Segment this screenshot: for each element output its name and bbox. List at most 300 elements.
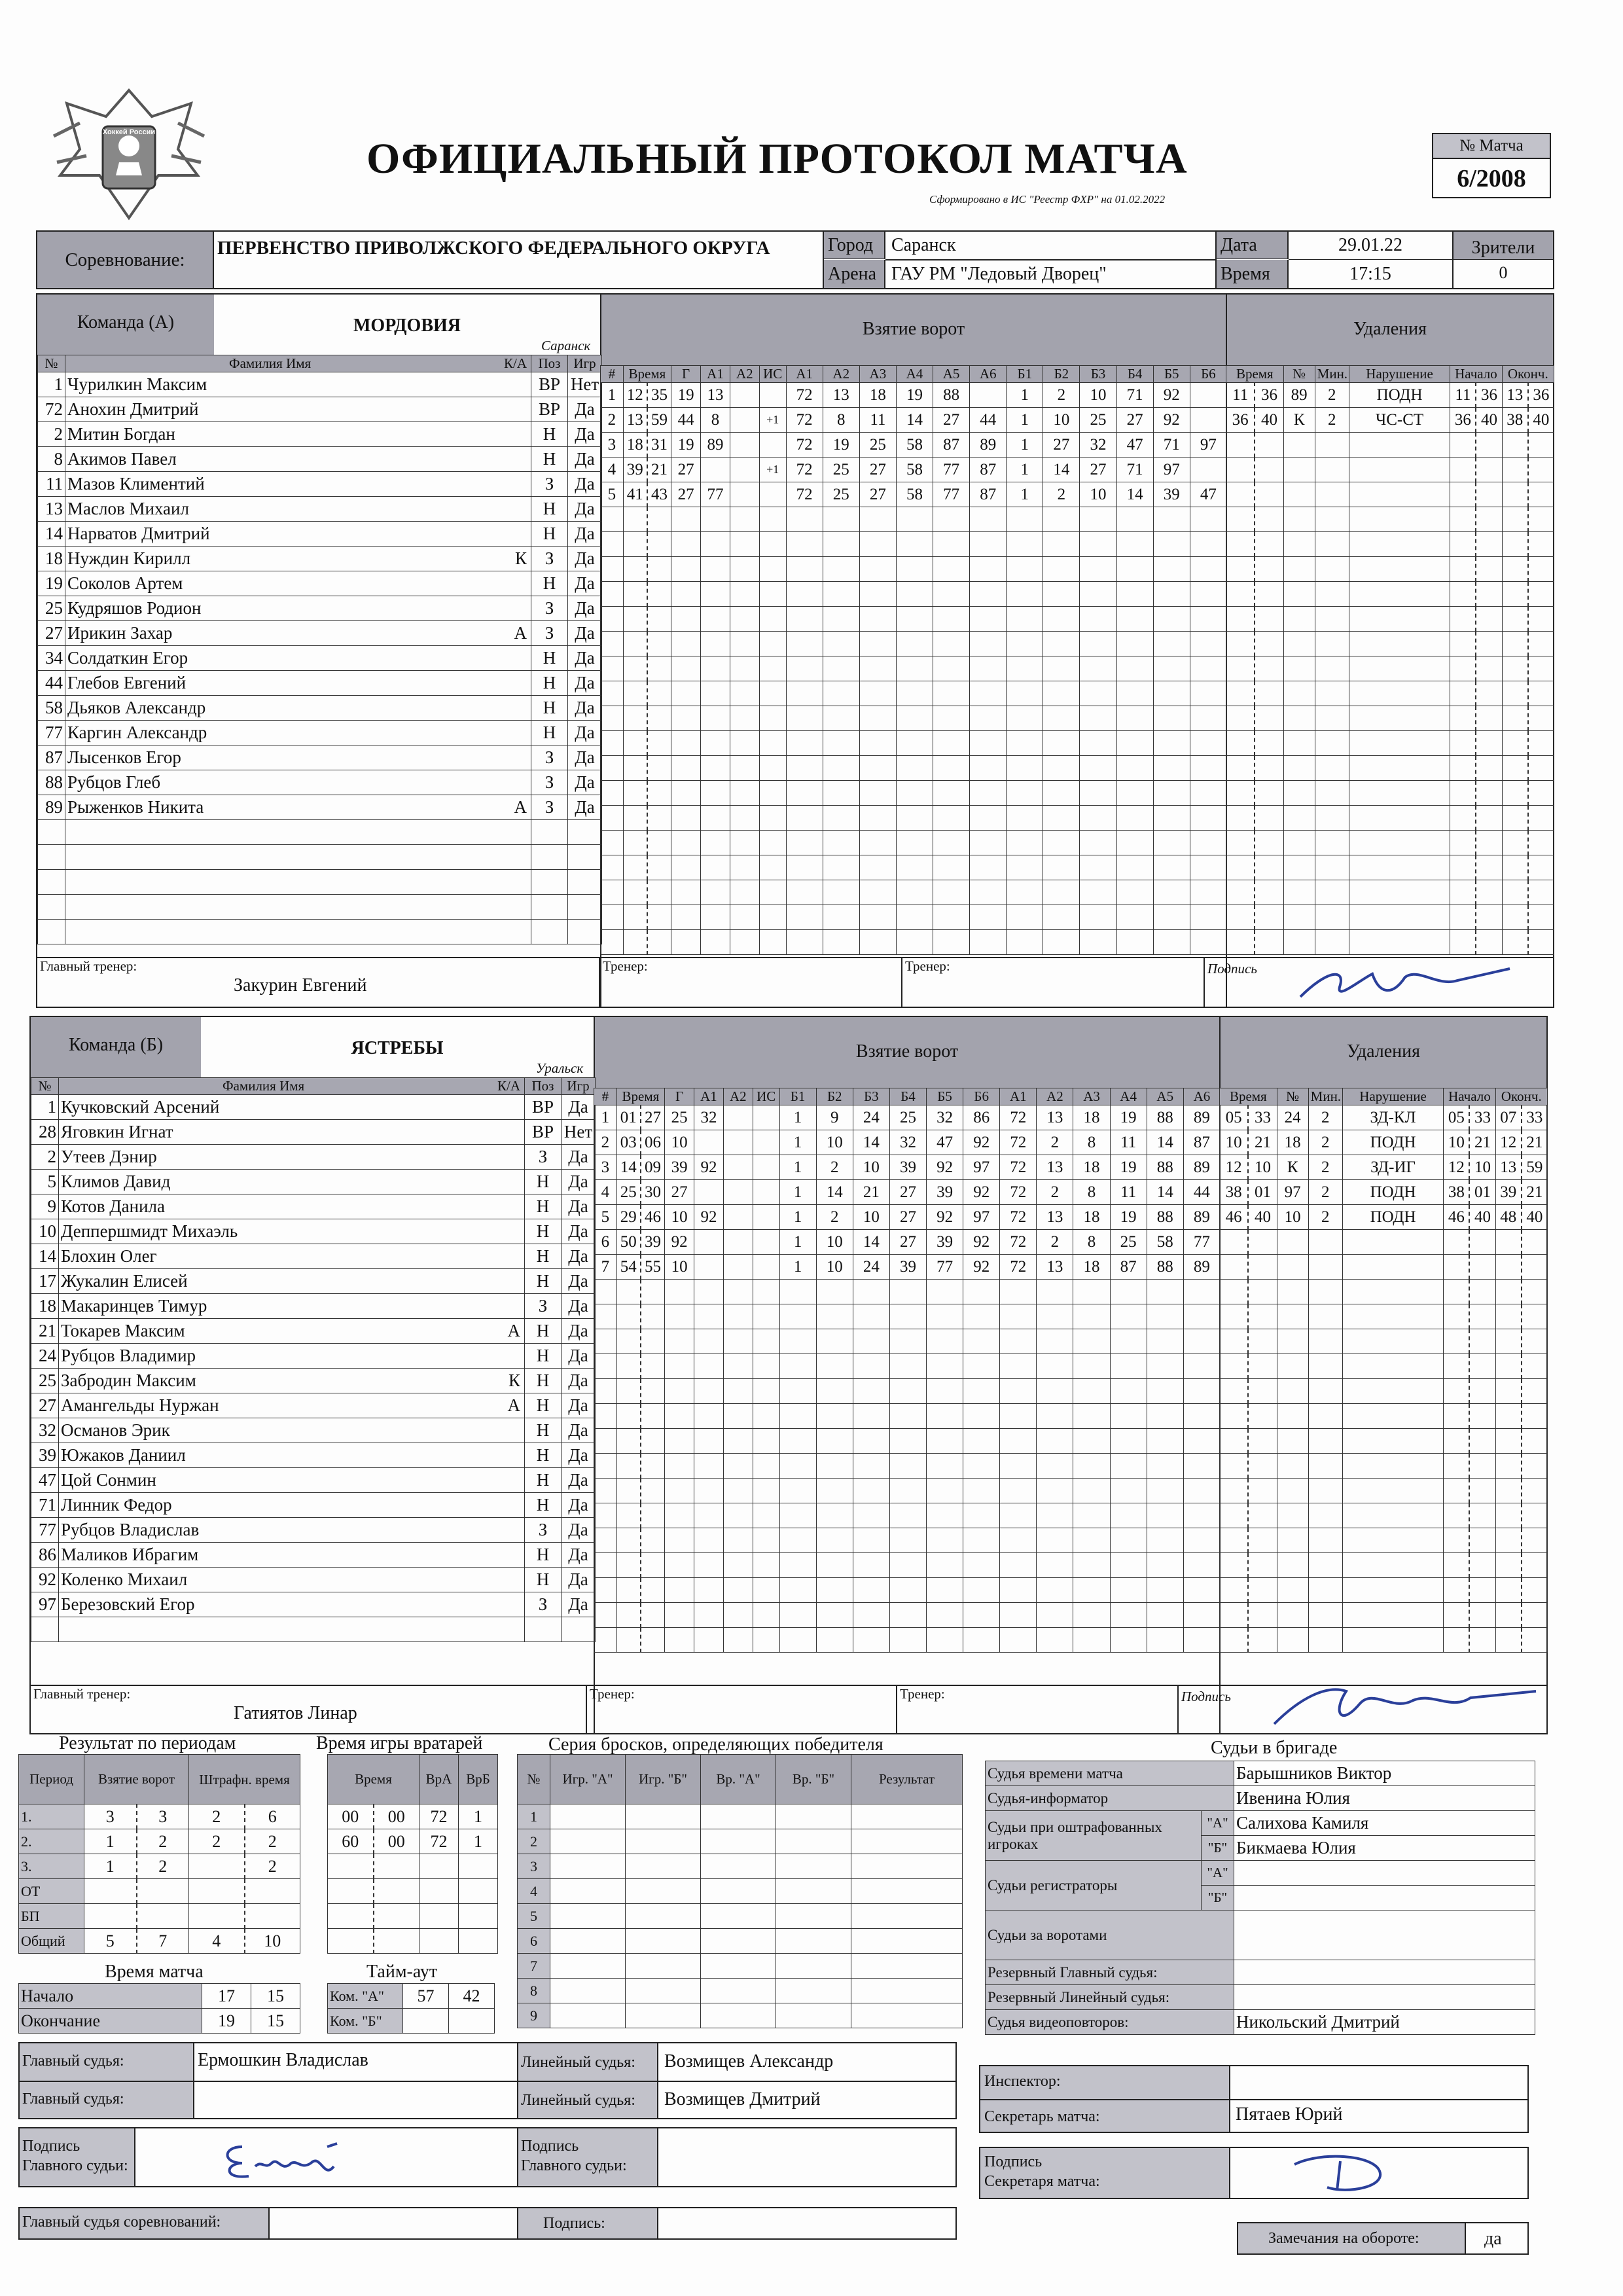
pen-end-mm: 48 [1495, 1205, 1522, 1230]
goal-assist-2 [730, 731, 759, 756]
pen-player [1277, 1230, 1308, 1255]
pen-time-mm [1226, 532, 1255, 557]
goal-time-ss [647, 582, 671, 607]
gk-row [328, 1929, 498, 1954]
onice-self [786, 632, 823, 656]
goal-number [594, 1503, 617, 1528]
onice-self [786, 681, 823, 706]
col-number: № [31, 1078, 59, 1095]
goal-col-a1: А1 [701, 366, 730, 383]
shootout-cell [701, 1954, 776, 1979]
player-name-cell [65, 721, 531, 745]
pen-minutes [1315, 607, 1349, 632]
pen-time-ss [1248, 1429, 1277, 1454]
goal-time-mm: 54 [616, 1255, 641, 1280]
pen-violation [1349, 855, 1450, 880]
goal-row [601, 607, 1227, 632]
goal-assist-1 [701, 806, 730, 831]
team-b-section [29, 1016, 1548, 1734]
goal-time-mm [616, 1304, 641, 1329]
onice-self [853, 1280, 889, 1304]
pen-time-mm [1226, 482, 1255, 507]
goal-number [601, 806, 624, 831]
goal-row [594, 1379, 1221, 1404]
goal-row [594, 1528, 1221, 1553]
onice-opp [1000, 1553, 1037, 1578]
onice-opp [1000, 1304, 1037, 1329]
pen-violation [1349, 582, 1450, 607]
pen-player: 10 [1277, 1205, 1308, 1230]
goal-assist-1 [694, 1230, 724, 1255]
player-row [31, 1568, 596, 1592]
player-name: Яговкин Игнат [61, 1122, 173, 1141]
player-row [38, 721, 602, 745]
team-a-head-coach-label: Главный тренер: [40, 958, 137, 974]
shootout-cell [776, 1904, 851, 1929]
penalty-row [1220, 1454, 1548, 1479]
shootout-cell [776, 2003, 851, 2028]
onice-self [970, 532, 1007, 557]
onice-opp: 8 [1073, 1130, 1110, 1155]
goal-situation [753, 1180, 779, 1205]
pen-minutes [1308, 1354, 1342, 1379]
pen-minutes [1308, 1503, 1342, 1528]
pen-player [1283, 806, 1315, 831]
onice-opp: 97 [1190, 433, 1226, 457]
player-number: 92 [31, 1568, 59, 1592]
goal-time-ss: 59 [647, 408, 671, 433]
onice-opp [1153, 855, 1190, 880]
onice-opp [1080, 607, 1116, 632]
pen-player [1277, 1280, 1308, 1304]
player-position: З [531, 795, 568, 820]
ref-reserve-line [1234, 1985, 1535, 2010]
penalty-row [1220, 1553, 1548, 1578]
shootout-cell [851, 1929, 963, 1954]
onice-opp [1110, 1503, 1147, 1528]
goal-assist-2 [730, 532, 759, 557]
goal-assist-2 [730, 855, 759, 880]
shootout-table [517, 1754, 963, 2028]
onice-col-self: Б3 [853, 1088, 889, 1105]
player-number [38, 895, 65, 920]
onice-opp [1147, 1329, 1183, 1354]
onice-opp: 71 [1153, 433, 1190, 457]
goal-time-ss [647, 607, 671, 632]
pen-time-mm [1220, 1404, 1249, 1429]
onice-self [823, 582, 859, 607]
onice-opp: 72 [1000, 1230, 1037, 1255]
onice-opp [1116, 507, 1153, 532]
pen-end-mm [1495, 1329, 1522, 1354]
onice-opp [1116, 880, 1153, 905]
player-name: Акимов Павел [67, 449, 177, 469]
onice-opp [1153, 806, 1190, 831]
goal-row [601, 457, 1227, 482]
player-name: Блохин Олег [61, 1246, 157, 1266]
player-name: Чурилкин Максим [67, 374, 207, 394]
ref-reserve-line-label: Резервный Линейный судья: [986, 1985, 1234, 2010]
period-pim-b [245, 1904, 300, 1929]
onice-self [896, 731, 933, 756]
pen-start-ss: 21 [1469, 1130, 1495, 1155]
pen-minutes [1315, 706, 1349, 731]
pen-end-mm [1502, 507, 1528, 532]
goal-col-a2: А2 [723, 1088, 753, 1105]
player-position: З [531, 770, 568, 795]
onice-self: 87 [970, 457, 1007, 482]
onice-opp [1147, 1528, 1183, 1553]
generated-note: Сформировано в ИС "Реестр ФХР" на 01.02.2022 [929, 193, 1166, 206]
player-number: 1 [31, 1095, 59, 1120]
goal-assist-1 [694, 1379, 724, 1404]
onice-opp [1153, 656, 1190, 681]
shootout-cell [550, 1904, 626, 1929]
goal-number [594, 1454, 617, 1479]
goal-scorer [671, 681, 701, 706]
onice-self: 39 [889, 1155, 926, 1180]
period-pim-a: 2 [189, 1829, 245, 1854]
goal-scorer [665, 1479, 694, 1503]
pen-minutes [1315, 806, 1349, 831]
onice-opp [1153, 905, 1190, 930]
pen-violation: ПОДН [1349, 383, 1450, 408]
penalty-row [1220, 1379, 1548, 1404]
onice-self [786, 557, 823, 582]
pen-time-mm [1220, 1304, 1249, 1329]
onice-self [933, 507, 970, 532]
goal-row [601, 781, 1227, 806]
goal-assist-1 [694, 1479, 724, 1503]
goal-row [601, 482, 1227, 507]
onice-self [786, 656, 823, 681]
player-position: Н [525, 1344, 562, 1369]
shootout-cell [776, 1854, 851, 1879]
player-position: З [531, 621, 568, 646]
goal-time-ss [647, 831, 671, 855]
pen-violation: ПОДН [1342, 1130, 1443, 1155]
pen-end-ss [1528, 482, 1554, 507]
onice-self [853, 1503, 889, 1528]
pen-start-ss [1469, 1255, 1495, 1280]
penalty-row [1226, 781, 1554, 806]
shootout-cell [851, 1954, 963, 1979]
goal-situation [753, 1553, 779, 1578]
player-number: 47 [31, 1468, 59, 1493]
goal-time-ss [641, 1329, 665, 1354]
goal-number [594, 1479, 617, 1503]
pen-player: 97 [1277, 1180, 1308, 1205]
onice-self [779, 1553, 816, 1578]
pen-end-mm [1502, 706, 1528, 731]
goal-situation [753, 1429, 779, 1454]
player-number: 2 [31, 1145, 59, 1170]
onice-self: 92 [963, 1230, 1000, 1255]
player-name-cell [59, 1294, 525, 1319]
onice-opp [1000, 1503, 1037, 1528]
goal-assist-1 [701, 557, 730, 582]
onice-opp [1073, 1304, 1110, 1329]
goal-scorer [671, 582, 701, 607]
onice-self: 10 [816, 1255, 853, 1280]
onice-self: 10 [816, 1230, 853, 1255]
onice-opp [1147, 1379, 1183, 1404]
period-goals-b: 2 [137, 1854, 189, 1879]
pen-start-ss [1476, 756, 1502, 781]
pen-time-ss [1255, 880, 1283, 905]
pen-start-mm [1450, 507, 1476, 532]
onice-opp [1116, 831, 1153, 855]
pen-start-mm [1444, 1280, 1470, 1304]
player-row [31, 1095, 596, 1120]
onice-self [927, 1503, 963, 1528]
goal-time-mm [623, 632, 647, 656]
pen-start-mm [1450, 806, 1476, 831]
player-ka: А [507, 1321, 520, 1340]
onice-opp [1080, 582, 1116, 607]
goal-number: 3 [594, 1155, 617, 1180]
shootout-number: 2 [518, 1829, 550, 1854]
goal-assist-2 [730, 905, 759, 930]
goal-scorer: 44 [671, 408, 701, 433]
onice-opp: 18 [1073, 1105, 1110, 1130]
onice-self: 25 [823, 482, 859, 507]
player-row [38, 646, 602, 671]
pen-start-ss [1469, 1429, 1495, 1454]
onice-self [823, 880, 859, 905]
onice-self [970, 681, 1007, 706]
penalty-row [1220, 1280, 1548, 1304]
pen-end-ss [1522, 1379, 1548, 1404]
player-position [525, 1617, 562, 1642]
player-played: Нет [568, 372, 602, 397]
onice-self [970, 383, 1007, 408]
pen-end-ss [1522, 1354, 1548, 1379]
onice-self [889, 1603, 926, 1628]
onice-opp [1007, 557, 1043, 582]
goal-row [601, 706, 1227, 731]
player-played: Да [568, 447, 602, 472]
goal-scorer [671, 806, 701, 831]
penalty-row [1220, 1255, 1548, 1280]
player-row [38, 895, 602, 920]
pen-end-ss [1522, 1329, 1548, 1354]
onice-opp: 14 [1147, 1130, 1183, 1155]
goal-assist-2 [723, 1255, 753, 1280]
head-ref-1-label: Главный судья: [22, 2053, 124, 2070]
pen-start-ss [1469, 1553, 1495, 1578]
goal-time-ss [641, 1429, 665, 1454]
pen-start-ss [1469, 1379, 1495, 1404]
onice-opp [1110, 1354, 1147, 1379]
pen-violation [1349, 781, 1450, 806]
goal-assist-2 [723, 1578, 753, 1603]
pen-start-mm [1450, 731, 1476, 756]
goal-time-mm: 14 [616, 1155, 641, 1180]
onice-self [853, 1304, 889, 1329]
pen-end-ss [1528, 681, 1554, 706]
goal-col-time: Время [623, 366, 671, 383]
team-a-signature-label: Подпись [1207, 961, 1257, 977]
goal-time-mm [616, 1454, 641, 1479]
goal-situation: +1 [759, 408, 786, 433]
player-name: Каргин Александр [67, 723, 207, 742]
onice-col-self: Б5 [927, 1088, 963, 1105]
goal-situation [759, 507, 786, 532]
onice-self [779, 1503, 816, 1528]
pen-violation [1342, 1479, 1443, 1503]
goal-scorer [665, 1578, 694, 1603]
pen-time-mm [1226, 433, 1255, 457]
gk-a: 72 [419, 1829, 459, 1854]
onice-self: 92 [963, 1180, 1000, 1205]
onice-opp [1110, 1578, 1147, 1603]
onice-opp: 11 [1110, 1180, 1147, 1205]
onice-opp [1190, 706, 1226, 731]
pen-minutes [1308, 1553, 1342, 1578]
shootout-number: 6 [518, 1929, 550, 1954]
onice-self [816, 1379, 853, 1404]
player-ka: К [508, 1371, 520, 1390]
goal-scorer [665, 1304, 694, 1329]
period-pim-a [189, 1879, 245, 1904]
sign-head-2-label-a: Подпись [521, 2138, 579, 2155]
onice-self [823, 681, 859, 706]
team-a-head-coach: Закурин Евгений [234, 975, 367, 996]
onice-opp [1147, 1603, 1183, 1628]
onice-opp [1007, 582, 1043, 607]
pen-violation [1349, 532, 1450, 557]
pen-time-mm [1226, 855, 1255, 880]
onice-self: 77 [933, 482, 970, 507]
onice-opp [1007, 731, 1043, 756]
pen-start-ss [1476, 482, 1502, 507]
goal-time-ss [647, 930, 671, 955]
onice-self [816, 1454, 853, 1479]
onice-col-opp: Б3 [1080, 366, 1116, 383]
player-position [531, 845, 568, 870]
onice-self [823, 607, 859, 632]
pen-minutes [1315, 557, 1349, 582]
pen-player: К [1283, 408, 1315, 433]
pen-start-ss [1469, 1479, 1495, 1503]
shootout-cell [701, 1854, 776, 1879]
pen-end-mm [1495, 1578, 1522, 1603]
player-played: Да [568, 422, 602, 447]
goal-number [601, 930, 624, 955]
shootout-cell [626, 1979, 701, 2003]
pen-time-ss [1248, 1503, 1277, 1528]
gk-time-mm [328, 1929, 374, 1954]
onice-self: 19 [896, 383, 933, 408]
pen-time-ss [1248, 1280, 1277, 1304]
player-name-cell [59, 1617, 525, 1642]
onice-self [927, 1379, 963, 1404]
period-pim-a [189, 1904, 245, 1929]
penalty-row [1226, 905, 1554, 930]
onice-self: 72 [786, 457, 823, 482]
goal-assist-1 [701, 905, 730, 930]
goal-time-mm [623, 557, 647, 582]
page-title: ОФИЦИАЛЬНЫЙ ПРОТОКОЛ МАТЧА [366, 135, 1188, 183]
onice-self [859, 905, 896, 930]
onice-self [963, 1329, 1000, 1354]
shootout-row [518, 1879, 963, 1904]
onice-self [933, 831, 970, 855]
period-pim-b: 10 [245, 1929, 300, 1954]
shootout-col: Игр. "А" [550, 1755, 626, 1804]
pen-time-ss [1255, 582, 1283, 607]
player-row [31, 1443, 596, 1468]
onice-opp [1073, 1528, 1110, 1553]
goal-row [594, 1429, 1221, 1454]
pen-end-ss [1528, 831, 1554, 855]
pen-minutes [1308, 1329, 1342, 1354]
onice-opp [1116, 632, 1153, 656]
onice-self: 24 [853, 1105, 889, 1130]
pen-time-mm [1226, 930, 1255, 955]
goal-col-n: # [594, 1088, 617, 1105]
onice-self: 1 [779, 1130, 816, 1155]
player-played: Да [568, 522, 602, 547]
player-number: 77 [38, 721, 65, 745]
player-row [31, 1592, 596, 1617]
gk-row [328, 1829, 498, 1854]
player-name: Рубцов Владислав [61, 1520, 200, 1539]
player-position: Н [525, 1393, 562, 1418]
onice-opp [1183, 1578, 1220, 1603]
pen-violation [1342, 1578, 1443, 1603]
pen-violation [1349, 433, 1450, 457]
onice-opp [1000, 1329, 1037, 1354]
goal-assist-2 [730, 433, 759, 457]
onice-opp: 39 [1153, 482, 1190, 507]
player-name: Нарватов Дмитрий [67, 524, 210, 543]
goal-scorer [671, 905, 701, 930]
pen-col-violation: Нарушение [1342, 1088, 1443, 1105]
onice-opp [1037, 1528, 1073, 1553]
onice-self [816, 1553, 853, 1578]
goal-row [594, 1603, 1221, 1628]
goal-situation [759, 731, 786, 756]
goal-assist-1 [694, 1628, 724, 1653]
onice-self: 92 [927, 1205, 963, 1230]
onice-self [859, 731, 896, 756]
onice-opp: 25 [1080, 408, 1116, 433]
goal-assist-2 [730, 582, 759, 607]
goal-row [601, 433, 1227, 457]
inspector-label: Инспектор: [984, 2073, 1061, 2090]
onice-self: 39 [927, 1180, 963, 1205]
pen-end-ss: 21 [1522, 1130, 1548, 1155]
pen-col-number: № [1283, 366, 1315, 383]
onice-opp [1043, 731, 1080, 756]
onice-self [779, 1454, 816, 1479]
player-played: Да [562, 1568, 596, 1592]
onice-self [970, 582, 1007, 607]
goal-number [601, 905, 624, 930]
player-name: Лысенков Егор [67, 747, 181, 767]
pen-minutes [1315, 457, 1349, 482]
onice-self: 27 [933, 408, 970, 433]
player-position: Н [525, 1418, 562, 1443]
pen-end-ss [1522, 1603, 1548, 1628]
player-name-cell [59, 1095, 525, 1120]
pen-minutes [1308, 1454, 1342, 1479]
goal-scorer [671, 532, 701, 557]
pen-end-mm [1502, 781, 1528, 806]
goal-scorer: 27 [665, 1180, 694, 1205]
